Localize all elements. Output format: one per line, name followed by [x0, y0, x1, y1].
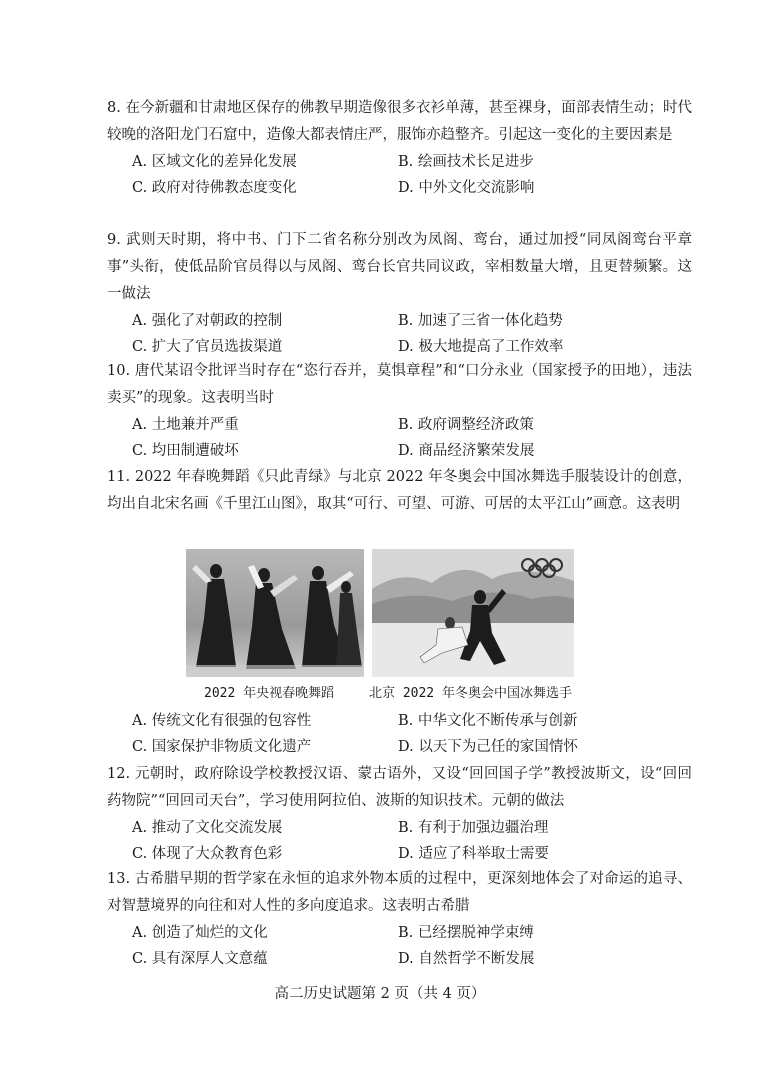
question-11-figures [186, 549, 586, 709]
option-b: B. 中华文化不断传承与创新 [398, 713, 578, 729]
option-c: C. 体现了大众教育色彩 [132, 846, 283, 862]
question-text: 在今新疆和甘肃地区保存的佛教早期造像很多衣衫单薄，甚至裸身，面部表情生动；时代较晚的洛阳龙门石窟中，造像大都表情庄严，服饰亦趋整齐。引起这一变化的主要因素是 [107, 100, 693, 143]
option-a: A. 创造了灿烂的文化 [132, 925, 268, 941]
question-number: 9. [107, 232, 121, 248]
option-c: C. 均田制遭破坏 [132, 443, 239, 459]
question-number: 13. [107, 871, 131, 887]
question-stem [107, 866, 692, 920]
question-stem [107, 761, 692, 815]
ice-dance-photo-image [372, 549, 574, 677]
options-list [107, 149, 692, 201]
question-number: 11. [107, 469, 131, 485]
question-11 [107, 464, 692, 518]
options-list [107, 920, 692, 972]
question-text: 武则天时期，将中书、门下二省名称分别改为凤阁、鸾台，通过加授“同凤阁鸾台平章事”头衔，使低品阶官员得以与凤阁、鸾台长官共同议政，宰相数量大增，且更替频繁。这一做法 [107, 232, 693, 302]
question-number: 12. [107, 766, 131, 782]
question-stem [107, 227, 692, 308]
question-text: 唐代某诏令批评当时存在“恣行吞并，莫惧章程”和“口分永业（国家授予的田地），违法卖买”的现象。这表明当时 [107, 363, 692, 406]
page-footer: 高二历史试题第 2 页（共 4 页） [274, 986, 486, 1002]
question-text: 元朝时，政府除设学校教授汉语、蒙古语外，又设“回回国子学”教授波斯文，设“回回药物院”“回回司天台”，学习使用阿拉伯、波斯的知识技术。元朝的做法 [107, 766, 692, 809]
option-b: B. 政府调整经济政策 [398, 417, 534, 433]
option-c: C. 国家保护非物质文化遗产 [132, 739, 312, 755]
question-stem [107, 358, 692, 412]
option-b: B. 加速了三省一体化趋势 [398, 313, 563, 329]
options-list [107, 308, 692, 360]
option-d: D. 以天下为己任的家国情怀 [398, 739, 578, 755]
option-b: B. 有利于加强边疆治理 [398, 820, 549, 836]
question-13 [107, 866, 692, 972]
question-9 [107, 227, 692, 360]
option-d: D. 极大地提高了工作效率 [398, 339, 564, 355]
ice-dance-photo-caption: 北京 2022 年冬奥会中国冰舞选手 [369, 686, 572, 701]
option-c: C. 具有深厚人文意蕴 [132, 951, 268, 967]
question-8 [107, 95, 692, 201]
option-a: A. 强化了对朝政的控制 [132, 313, 283, 329]
option-c: C. 扩大了官员选拔渠道 [132, 339, 283, 355]
option-d: D. 自然哲学不断发展 [398, 951, 535, 967]
option-b: B. 绘画技术长足进步 [398, 154, 534, 170]
question-number: 10. [107, 363, 131, 379]
option-a: A. 区域文化的差异化发展 [132, 154, 297, 170]
dance-photo-caption: 2022 年央视春晚舞蹈 [204, 686, 335, 701]
option-a: A. 推动了文化交流发展 [132, 820, 283, 836]
ice-dance-photo [372, 549, 574, 677]
options-list [107, 708, 692, 760]
option-b: B. 已经摆脱神学束缚 [398, 925, 534, 941]
options-list [107, 815, 692, 867]
question-10 [107, 358, 692, 464]
option-c: C. 政府对待佛教态度变化 [132, 180, 297, 196]
option-a: A. 土地兼并严重 [132, 417, 239, 433]
option-d: D. 商品经济繁荣发展 [398, 443, 535, 459]
question-12 [107, 761, 692, 867]
question-stem [107, 464, 692, 518]
question-text: 2022 年春晚舞蹈《只此青绿》与北京 2022 年冬奥会中国冰舞选手服装设计的创意，均出自北宋名画《千里江山图》，取其“可行、可望、可游、可居的太平江山”画意。这表明 [107, 469, 692, 512]
option-d: D. 中外文化交流影响 [398, 180, 535, 196]
option-d: D. 适应了科举取士需要 [398, 846, 549, 862]
question-stem [107, 95, 692, 149]
question-text: 古希腊早期的哲学家在永恒的追求外物本质的过程中，更深刻地体会了对命运的追寻、对智慧境界的向往和对人性的多向度追求。这表明古希腊 [107, 871, 693, 914]
dance-photo-image [186, 549, 364, 677]
options-list [107, 412, 692, 464]
option-a: A. 传统文化有很强的包容性 [132, 713, 312, 729]
question-number: 8. [107, 100, 121, 116]
dance-photo [186, 549, 364, 677]
question-11-options [107, 708, 692, 760]
